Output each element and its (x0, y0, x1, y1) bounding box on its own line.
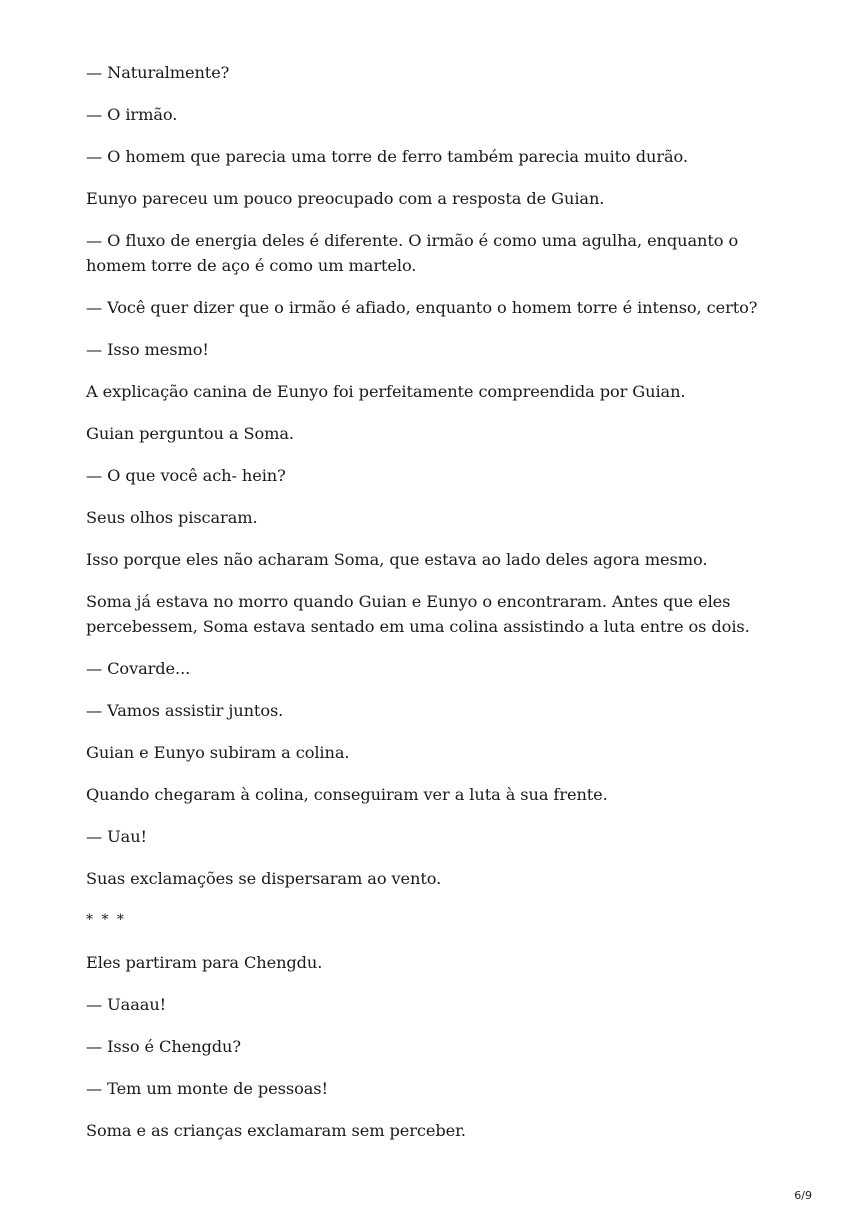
paragraph: A explicação canina de Eunyo foi perfeitamente compreendida por Guian. (86, 382, 686, 401)
scene-separator: * * * (86, 912, 126, 928)
paragraph: — Uaaau! (86, 995, 167, 1014)
paragraph: — Você quer dizer que o irmão é afiado, enquanto o homem torre é intenso, certo? (86, 298, 758, 317)
paragraph: Seus olhos piscaram. (86, 508, 258, 527)
paragraph: — Uau! (86, 827, 147, 846)
document-body (86, 60, 776, 1160)
paragraph: Isso porque eles não acharam Soma, que estava ao lado deles agora mesmo. (86, 550, 708, 569)
paragraph: — O homem que parecia uma torre de ferro também parecia muito durão. (86, 147, 688, 166)
paragraph: Guian e Eunyo subiram a colina. (86, 743, 350, 762)
paragraph: — Covarde... (86, 659, 191, 678)
paragraph: — Tem um monte de pessoas! (86, 1079, 328, 1098)
paragraph: Guian perguntou a Soma. (86, 424, 294, 443)
paragraph: Soma já estava no morro quando Guian e Eunyo o encontraram. Antes que eles percebessem, Soma estava sentado em uma colina assistindo a luta entre os dois. (86, 592, 750, 636)
paragraph: — O irmão. (86, 105, 178, 124)
paragraph: — Isso é Chengdu? (86, 1037, 241, 1056)
paragraph: Suas exclamações se dispersaram ao vento. (86, 869, 442, 888)
paragraph: — O que você ach- hein? (86, 466, 286, 485)
paragraph: Soma e as crianças exclamaram sem perceber. (86, 1121, 466, 1140)
paragraph: Quando chegaram à colina, conseguiram ver a luta à sua frente. (86, 785, 608, 804)
paragraph: Eles partiram para Chengdu. (86, 953, 323, 972)
page-number: 6/9 (794, 1189, 812, 1202)
paragraph: — Vamos assistir juntos. (86, 701, 284, 720)
paragraph: — Naturalmente? (86, 63, 230, 82)
paragraph: — Isso mesmo! (86, 340, 209, 359)
paragraph: — O fluxo de energia deles é diferente. O irmão é como uma agulha, enquanto o homem torre de aço é como um martelo. (86, 231, 739, 275)
paragraph: Eunyo pareceu um pouco preocupado com a resposta de Guian. (86, 189, 605, 208)
